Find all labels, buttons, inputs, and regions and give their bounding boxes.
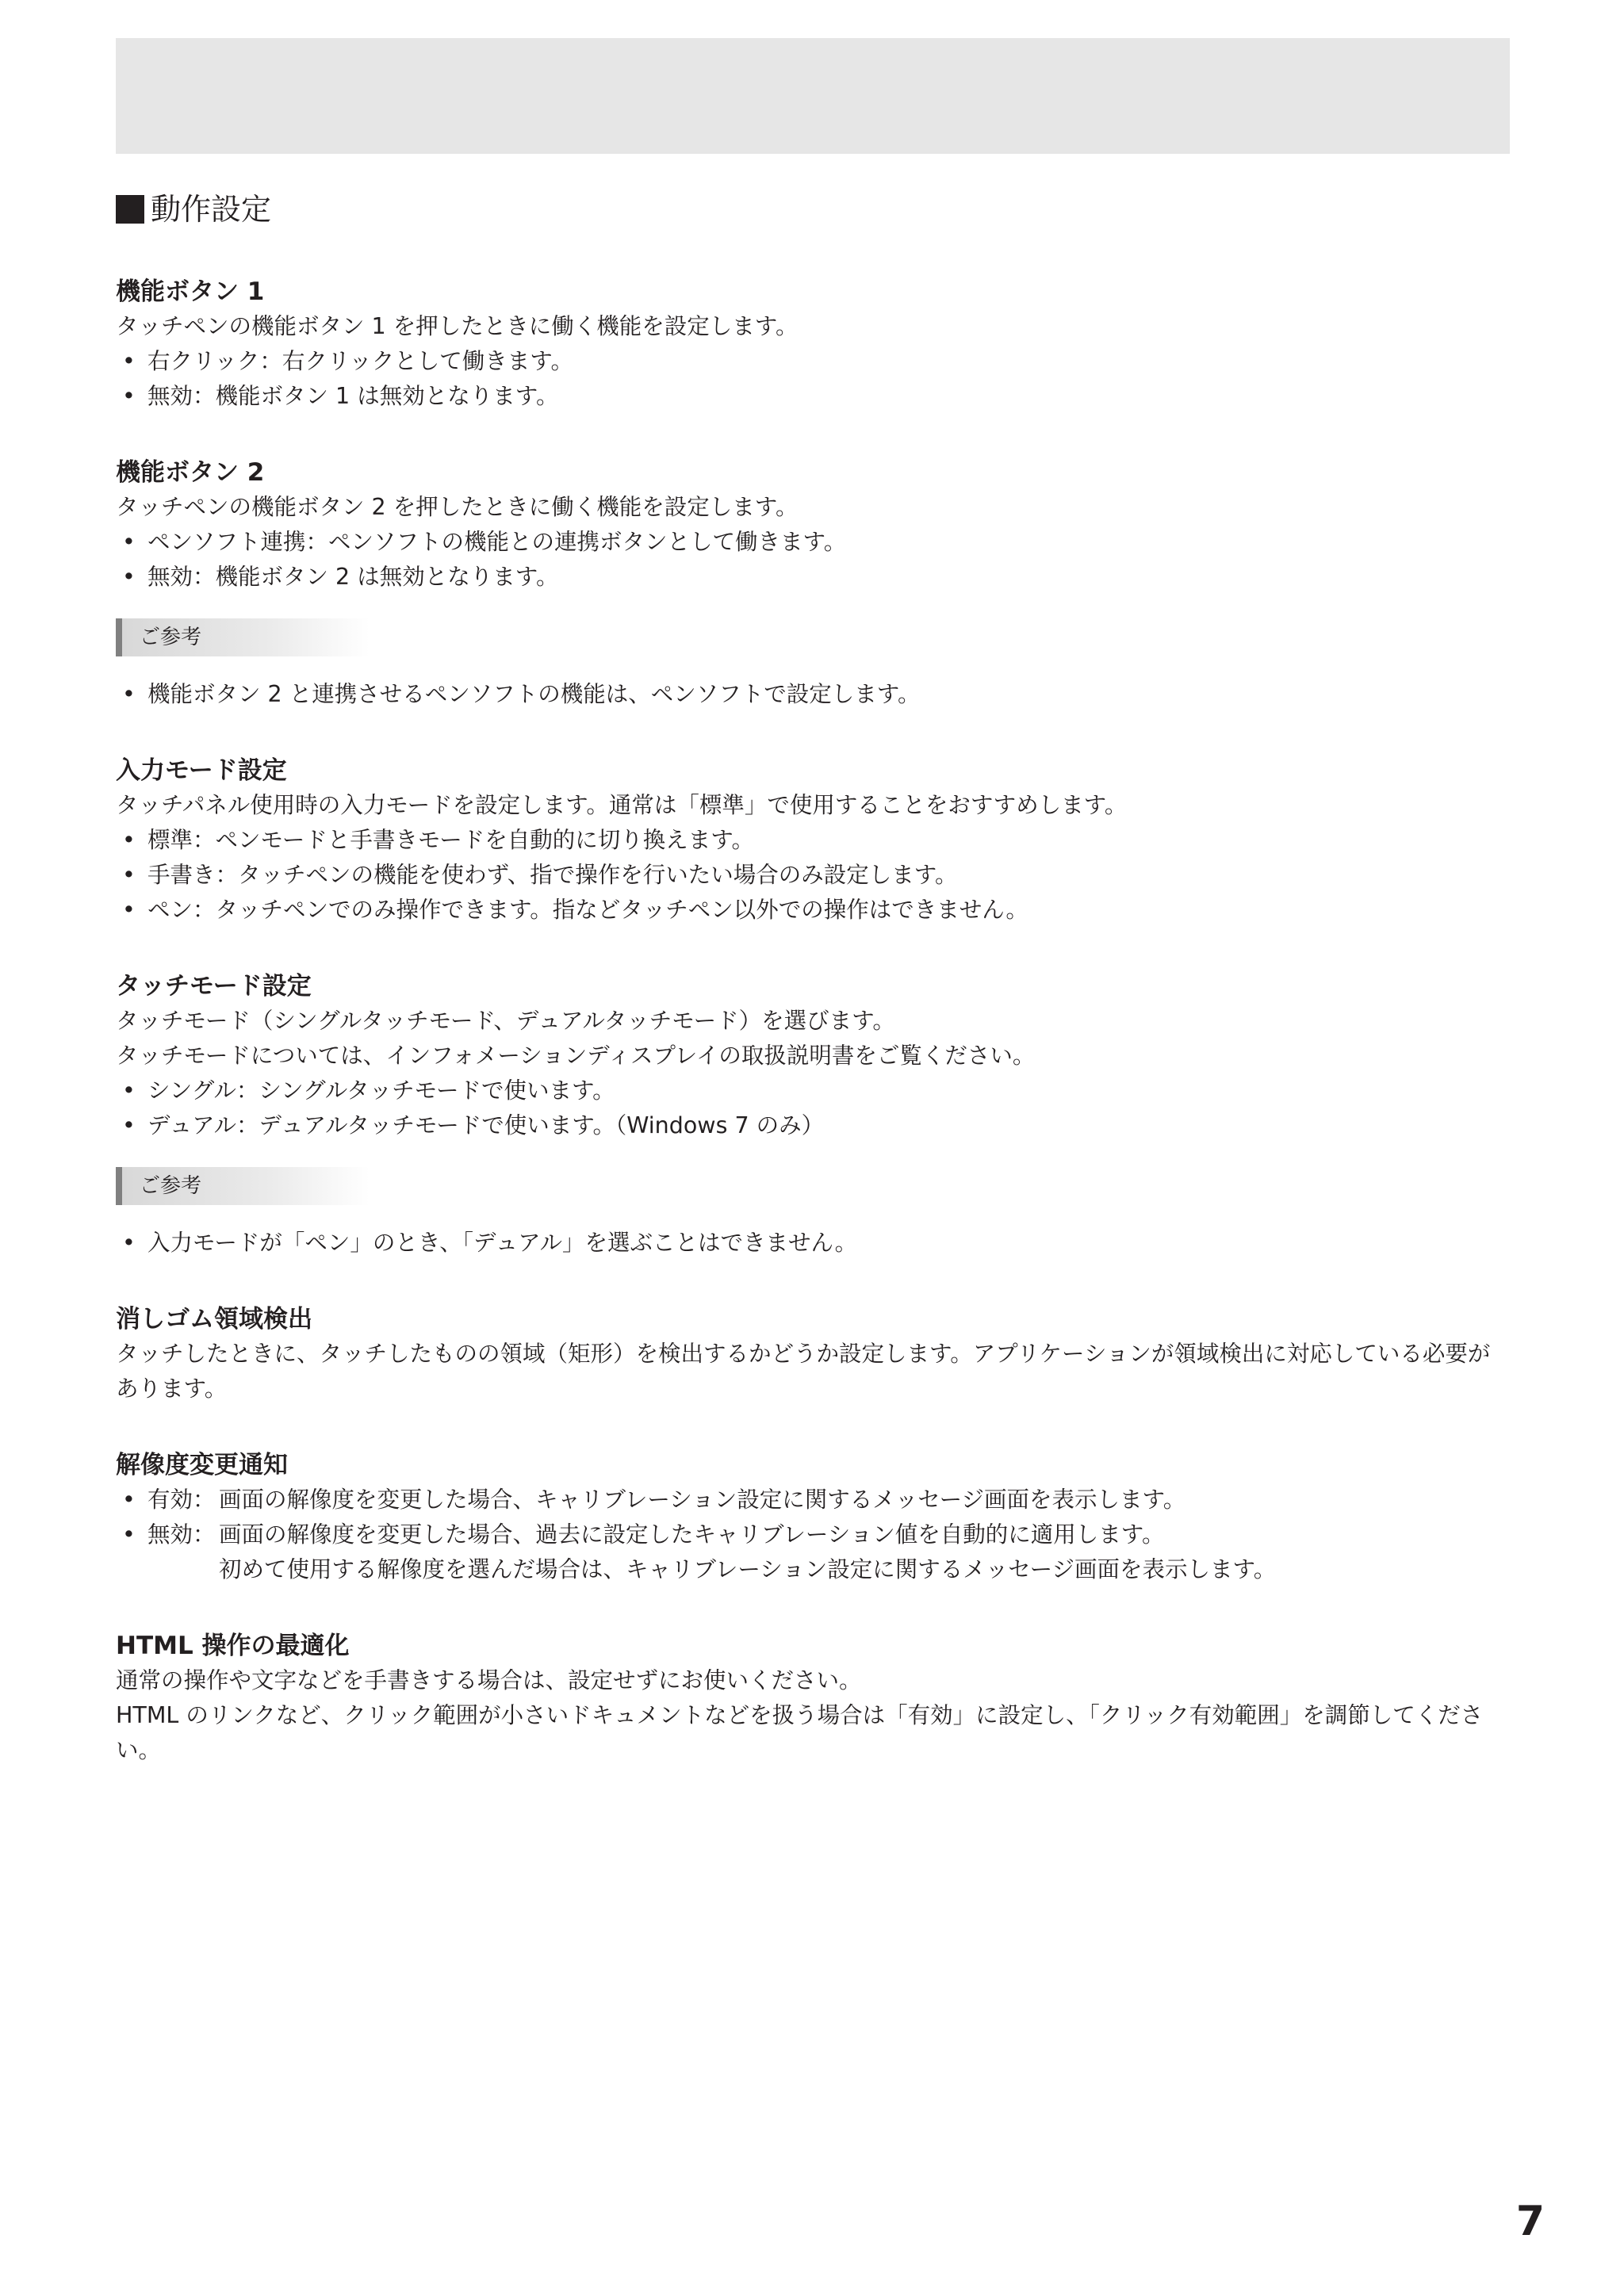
reference-note-label: ご参考 <box>116 1167 370 1205</box>
list-item <box>116 1483 1510 1517</box>
block-description: タッチモードについては、インフォメーションディスプレイの取扱説明書をご覧ください。 <box>116 1043 1036 1069</box>
option-description: 画面の解像度を変更した場合、キャリブレーション設定に関するメッセージ画面を表示します。 <box>219 1487 1186 1513</box>
list-item: • 機能ボタン 2 と連携させるペンソフトの機能は、ペンソフトで設定します。 <box>116 677 1510 712</box>
list-item: • ペンソフト連携：ペンソフトの機能との連携ボタンとして働きます。 <box>116 525 1510 560</box>
bullet-icon: • <box>122 862 136 888</box>
bullet-icon: • <box>122 383 136 409</box>
black-square-icon <box>116 195 144 224</box>
block-description: タッチしたときに、タッチしたものの領域（矩形）を検出するかどうか設定します。アプリケーションが領域検出に対応している必要があります。 <box>116 1341 1491 1402</box>
list-item <box>116 1517 1510 1587</box>
page-number: 7 <box>1515 2198 1545 2245</box>
list-item: • シングル：シングルタッチモードで使います。 <box>116 1073 1510 1108</box>
list-item: • デュアル：デュアルタッチモードで使います。（Windows 7 のみ） <box>116 1108 1510 1143</box>
list-item: • 入力モードが「ペン」のとき、「デュアル」を選ぶことはできません。 <box>116 1226 1510 1261</box>
resolution-change-block <box>116 1448 1510 1587</box>
main-content <box>116 184 1510 1768</box>
function-button-2-block <box>116 455 1510 712</box>
option-list <box>116 823 1510 928</box>
block-description: タッチペンの機能ボタン 2 を押したときに働く機能を設定します。 <box>116 494 799 520</box>
eraser-detection-block <box>116 1302 1510 1406</box>
block-description: タッチモード（シングルタッチモード、デュアルタッチモード）を選びます。 <box>116 1008 895 1034</box>
option-description: 初めて使用する解像度を選んだ場合は、キャリブレーション設定に関するメッセージ画面を表示します。 <box>219 1556 1277 1582</box>
block-description: タッチペンの機能ボタン 1 を押したときに働く機能を設定します。 <box>116 313 799 339</box>
list-item: • 手書き：タッチペンの機能を使わず、指で操作を行いたい場合のみ設定します。 <box>116 858 1510 893</box>
reference-note-list <box>116 677 1510 712</box>
block-description: タッチパネル使用時の入力モードを設定します。通常は「標準」で使用することをおすすめします。 <box>116 792 1128 818</box>
option-list <box>116 525 1510 595</box>
section-title <box>116 184 1510 235</box>
list-item: • 右クリック：右クリックとして働きます。 <box>116 344 1510 379</box>
bullet-icon: • <box>122 564 136 590</box>
option-list <box>116 344 1510 414</box>
list-item: • 無効：機能ボタン 2 は無効となります。 <box>116 560 1510 595</box>
bullet-icon: • <box>122 1521 136 1548</box>
list-item: • 標準：ペンモードと手書きモードを自動的に切り換えます。 <box>116 823 1510 858</box>
block-heading: タッチモード設定 <box>116 972 312 1001</box>
section-title-text: 動作設定 <box>151 192 272 227</box>
bullet-icon: • <box>122 1487 136 1513</box>
option-description: 画面の解像度を変更した場合、過去に設定したキャリブレーション値を自動的に適用します。 <box>219 1521 1165 1548</box>
list-item: • 無効：機能ボタン 1 は無効となります。 <box>116 379 1510 414</box>
function-button-1-block <box>116 274 1510 414</box>
bullet-icon: • <box>122 897 136 923</box>
block-heading: HTML 操作の最適化 <box>116 1632 350 1660</box>
block-heading: 機能ボタン 1 <box>116 277 265 306</box>
bullet-icon: • <box>122 529 136 555</box>
block-heading: 消しゴム領域検出 <box>116 1305 312 1334</box>
bullet-icon: • <box>122 348 136 374</box>
bullet-icon: • <box>122 1230 136 1256</box>
bullet-icon: • <box>122 1077 136 1104</box>
bullet-icon: • <box>122 681 136 707</box>
option-list <box>116 1073 1510 1143</box>
block-heading: 入力モード設定 <box>116 756 287 785</box>
option-term: 有効： <box>147 1487 216 1513</box>
block-description: 通常の操作や文字などを手書きする場合は、設定せずにお使いください。 <box>116 1667 862 1693</box>
reference-note-list <box>116 1226 1510 1261</box>
input-mode-block <box>116 753 1510 928</box>
reference-note-label: ご参考 <box>116 618 370 656</box>
bullet-icon: • <box>122 1112 136 1138</box>
option-term: 無効： <box>147 1521 216 1548</box>
block-heading: 解像度変更通知 <box>116 1451 288 1479</box>
bullet-icon: • <box>122 827 136 853</box>
block-description: HTML のリンクなど、クリック範囲が小さいドキュメントなどを扱う場合は「有効」に設定し、「クリック有効範囲」を調節してください。 <box>116 1702 1484 1763</box>
block-heading: 機能ボタン 2 <box>116 458 265 487</box>
option-list <box>116 1483 1510 1587</box>
header-band <box>116 38 1510 154</box>
touch-mode-block <box>116 969 1510 1261</box>
html-optimization-block <box>116 1628 1510 1768</box>
list-item: • ペン：タッチペンでのみ操作できます。指などタッチペン以外での操作はできません。 <box>116 893 1510 928</box>
